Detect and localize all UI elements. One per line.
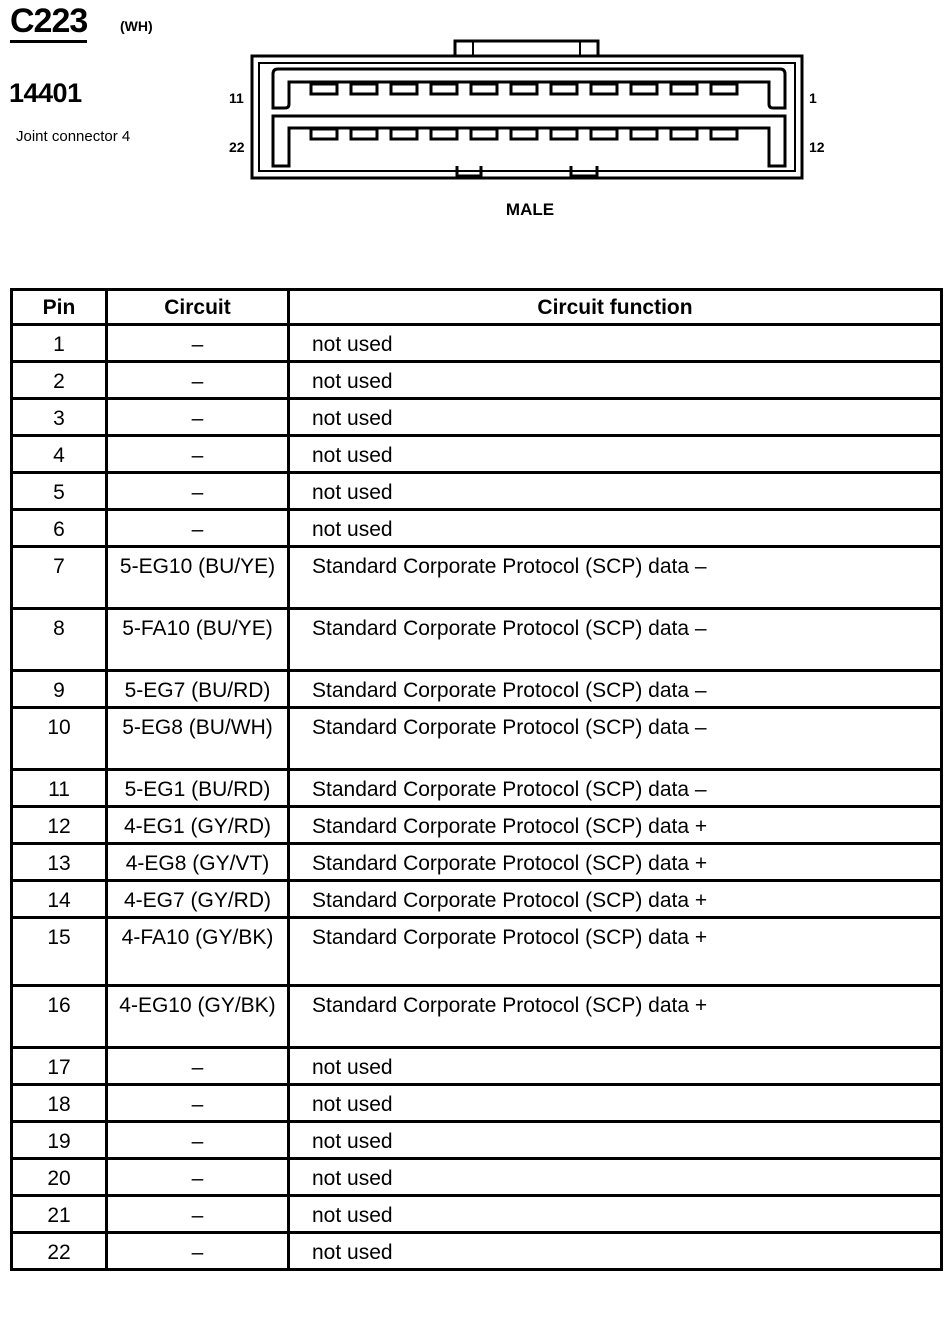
circuit-cell: 4-EG1 (GY/RD): [107, 807, 289, 844]
table-row: [12, 325, 942, 362]
table-row: [12, 1196, 942, 1233]
pin-cell: 15: [12, 918, 107, 986]
function-cell: not used: [289, 510, 942, 547]
circuit-cell: 5-EG10 (BU/YE): [107, 547, 289, 609]
pin-cell: 5: [12, 473, 107, 510]
table-row: [12, 1085, 942, 1122]
circuit-cell: –: [107, 1196, 289, 1233]
pin-cell: 4: [12, 436, 107, 473]
pin-cell: 6: [12, 510, 107, 547]
table-row: [12, 547, 942, 609]
pin-cell: 11: [12, 770, 107, 807]
pin-cell: 14: [12, 881, 107, 918]
circuit-cell: –: [107, 1085, 289, 1122]
table-row: [12, 1233, 942, 1270]
connector-description: Joint connector 4: [16, 128, 131, 145]
header-circuit-function: Circuit function: [289, 290, 942, 325]
circuit-cell: –: [107, 1233, 289, 1270]
pin-cell: 2: [12, 362, 107, 399]
circuit-cell: –: [107, 473, 289, 510]
function-cell: not used: [289, 436, 942, 473]
function-cell: not used: [289, 1122, 942, 1159]
function-cell: Standard Corporate Protocol (SCP) data –: [289, 671, 942, 708]
pin-cell: 1: [12, 325, 107, 362]
table-row: [12, 609, 942, 671]
circuit-cell: –: [107, 1122, 289, 1159]
function-cell: not used: [289, 1196, 942, 1233]
circuit-cell: 4-EG7 (GY/RD): [107, 881, 289, 918]
pin-cell: 21: [12, 1196, 107, 1233]
table-row: [12, 362, 942, 399]
function-cell: Standard Corporate Protocol (SCP) data –: [289, 547, 942, 609]
pin-cell: 8: [12, 609, 107, 671]
connector-id: C223: [10, 2, 87, 43]
header-pin: Pin: [12, 290, 107, 325]
function-cell: Standard Corporate Protocol (SCP) data –: [289, 770, 942, 807]
pin-row-top: [311, 84, 737, 94]
table-row: [12, 436, 942, 473]
function-cell: Standard Corporate Protocol (SCP) data +: [289, 881, 942, 918]
pin-label-1: 1: [809, 90, 817, 106]
table-row: [12, 918, 942, 986]
pin-cell: 19: [12, 1122, 107, 1159]
table-row: [12, 1159, 942, 1196]
pin-cell: 9: [12, 671, 107, 708]
circuit-cell: –: [107, 1159, 289, 1196]
circuit-cell: 4-EG8 (GY/VT): [107, 844, 289, 881]
function-cell: not used: [289, 325, 942, 362]
function-cell: not used: [289, 1233, 942, 1270]
pin-table: [10, 288, 943, 1271]
table-row: [12, 807, 942, 844]
pin-cell: 3: [12, 399, 107, 436]
table-row: [12, 671, 942, 708]
pin-label-12: 12: [809, 139, 825, 155]
function-cell: Standard Corporate Protocol (SCP) data –: [289, 708, 942, 770]
table-row: [12, 510, 942, 547]
pin-cell: 10: [12, 708, 107, 770]
table-row: [12, 770, 942, 807]
function-cell: not used: [289, 1048, 942, 1085]
circuit-cell: 4-EG10 (GY/BK): [107, 986, 289, 1048]
circuit-cell: 5-EG7 (BU/RD): [107, 671, 289, 708]
pin-label-22: 22: [229, 139, 245, 155]
table-row: [12, 399, 942, 436]
function-cell: Standard Corporate Protocol (SCP) data +: [289, 918, 942, 986]
connector-gender-label: MALE: [505, 200, 555, 219]
circuit-cell: –: [107, 436, 289, 473]
pin-cell: 13: [12, 844, 107, 881]
table-row: [12, 986, 942, 1048]
function-cell: Standard Corporate Protocol (SCP) data +: [289, 807, 942, 844]
circuit-cell: 5-FA10 (BU/YE): [107, 609, 289, 671]
header-circuit: Circuit: [107, 290, 289, 325]
function-cell: Standard Corporate Protocol (SCP) data –: [289, 609, 942, 671]
function-cell: not used: [289, 1085, 942, 1122]
pin-cell: 7: [12, 547, 107, 609]
function-cell: Standard Corporate Protocol (SCP) data +: [289, 986, 942, 1048]
function-cell: Standard Corporate Protocol (SCP) data +: [289, 844, 942, 881]
connector-color: (WH): [120, 18, 153, 34]
pin-cell: 18: [12, 1085, 107, 1122]
pin-cell: 12: [12, 807, 107, 844]
table-row: [12, 473, 942, 510]
circuit-cell: –: [107, 510, 289, 547]
function-cell: not used: [289, 473, 942, 510]
function-cell: not used: [289, 1159, 942, 1196]
pin-cell: 20: [12, 1159, 107, 1196]
table-row: [12, 1122, 942, 1159]
pin-cell: 17: [12, 1048, 107, 1085]
part-number: 14401: [9, 78, 82, 108]
circuit-cell: 5-EG1 (BU/RD): [107, 770, 289, 807]
pin-cell: 16: [12, 986, 107, 1048]
connector-face-diagram: [225, 36, 835, 186]
circuit-cell: –: [107, 399, 289, 436]
circuit-cell: –: [107, 1048, 289, 1085]
table-row: [12, 1048, 942, 1085]
table-row: [12, 881, 942, 918]
pin-label-11: 11: [229, 90, 244, 106]
function-cell: not used: [289, 399, 942, 436]
circuit-cell: –: [107, 325, 289, 362]
pin-cell: 22: [12, 1233, 107, 1270]
function-cell: not used: [289, 362, 942, 399]
table-row: [12, 844, 942, 881]
table-header-row: [12, 290, 942, 325]
pin-row-bottom: [311, 129, 737, 139]
table-row: [12, 708, 942, 770]
circuit-cell: –: [107, 362, 289, 399]
circuit-cell: 5-EG8 (BU/WH): [107, 708, 289, 770]
circuit-cell: 4-FA10 (GY/BK): [107, 918, 289, 986]
